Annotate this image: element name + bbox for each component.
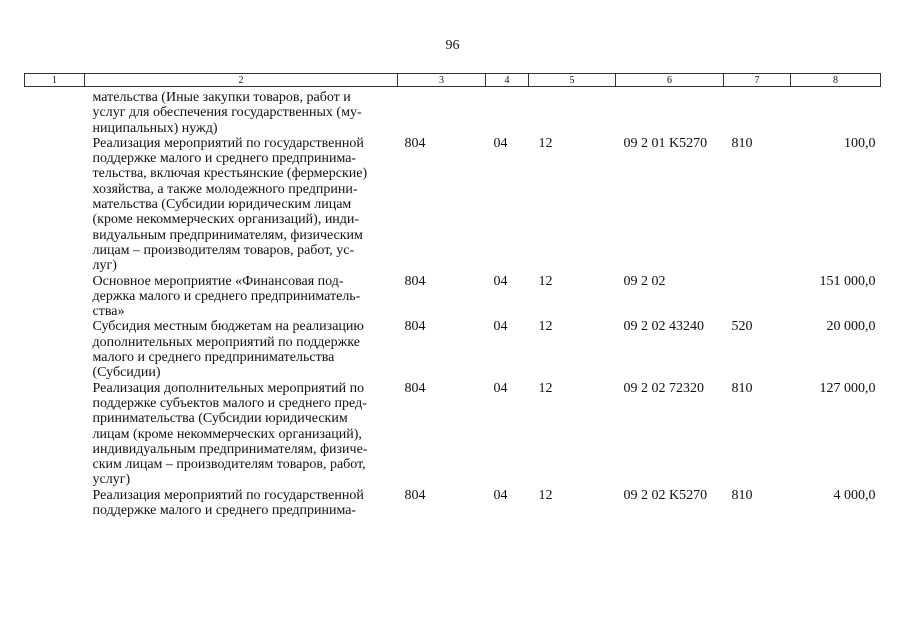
expense-type-code: 810 [731, 135, 753, 151]
page-number: 96 [445, 38, 460, 53]
row-description: Субсидия местным бюджетам на реализацию дополнительных мероприятий по поддержке малого и среднего предпринимательства (Субсидии) [92, 319, 364, 381]
amount [791, 87, 881, 136]
section-code: 04 [493, 487, 508, 503]
cell-col1 [25, 381, 85, 488]
column-header-6: 6 [616, 74, 724, 87]
target-article-code: 09 2 02 K5270 [623, 487, 708, 503]
expense-type-code: 810 [731, 487, 753, 503]
amount: 20 000,0 [826, 319, 876, 335]
row-description: Основное мероприятие «Финансовая под- держка малого и среднего предприниматель- ства» [92, 273, 361, 320]
column-header-7: 7 [724, 74, 791, 87]
subsection-code: 12 [538, 319, 553, 335]
row-description: Реализация мероприятий по государственной поддержке малого и среднего предпринима- тельства, включая крестьянские (фермерские) хозяйства, а также молодежного предприни- мательства (Субсидии юридическим лицам (кроме некоммерческих организаций), инди- видуальным предпринимателям, физическим лицам – производителям товаров, работ, ус- луг) [92, 135, 368, 274]
subsection-code [529, 87, 616, 136]
cell-col1 [25, 274, 85, 320]
column-header-8: 8 [791, 74, 881, 87]
table-row [25, 381, 881, 488]
column-header-5: 5 [529, 74, 616, 87]
column-header-4: 4 [486, 74, 529, 87]
table-row [25, 319, 881, 380]
expense-type-code: 810 [731, 380, 753, 396]
table-row [25, 274, 881, 320]
ministry-code: 804 [404, 380, 426, 396]
ministry-code: 804 [404, 319, 426, 335]
column-header-1: 1 [25, 74, 85, 87]
target-article-code [616, 87, 724, 136]
row-description: Реализация дополнительных мероприятий по поддержке субъектов малого и среднего пред- принимательства (Субсидии юридическим лицам (кроме некоммерческих организаций), индивидуальным предпринимателям, физиче- ским лицам – производителям товаров, работ, услуг) [92, 380, 368, 488]
subsection-code: 12 [538, 273, 553, 289]
ministry-code: 804 [404, 273, 426, 289]
column-header-2: 2 [85, 74, 398, 87]
cell-col1 [25, 136, 85, 274]
ministry-code [398, 87, 486, 136]
amount: 151 000,0 [819, 273, 876, 289]
expense-type-code [724, 87, 791, 136]
ministry-code: 804 [404, 135, 426, 151]
section-code [486, 87, 529, 136]
subsection-code: 12 [538, 135, 553, 151]
table-row [25, 136, 881, 274]
budget-table [24, 73, 881, 518]
column-header-3: 3 [398, 74, 486, 87]
expense-type-code [724, 274, 791, 320]
section-code: 04 [493, 319, 508, 335]
expense-type-code: 520 [731, 319, 753, 335]
target-article-code: 09 2 02 43240 [623, 319, 704, 335]
amount: 100,0 [844, 135, 876, 151]
amount: 4 000,0 [833, 487, 876, 503]
target-article-code: 09 2 01 K5270 [623, 135, 708, 151]
row-description: Реализация мероприятий по государственной поддержке малого и среднего предпринима- [92, 487, 364, 519]
subsection-code: 12 [538, 487, 553, 503]
table-row [25, 87, 881, 136]
cell-col1 [25, 488, 85, 519]
amount: 127 000,0 [819, 380, 876, 396]
target-article-code: 09 2 02 [623, 273, 666, 289]
target-article-code: 09 2 02 72320 [623, 380, 704, 396]
cell-col1 [25, 319, 85, 380]
section-code: 04 [493, 135, 508, 151]
ministry-code: 804 [404, 487, 426, 503]
table-row [25, 488, 881, 519]
subsection-code: 12 [538, 380, 553, 396]
section-code: 04 [493, 273, 508, 289]
row-description: мательства (Иные закупки товаров, работ и услуг для обеспечения государственных (му- ниципальных) нужд) [92, 90, 362, 136]
column-number-header-row [25, 74, 881, 87]
section-code: 04 [493, 380, 508, 396]
cell-col1 [25, 87, 85, 136]
